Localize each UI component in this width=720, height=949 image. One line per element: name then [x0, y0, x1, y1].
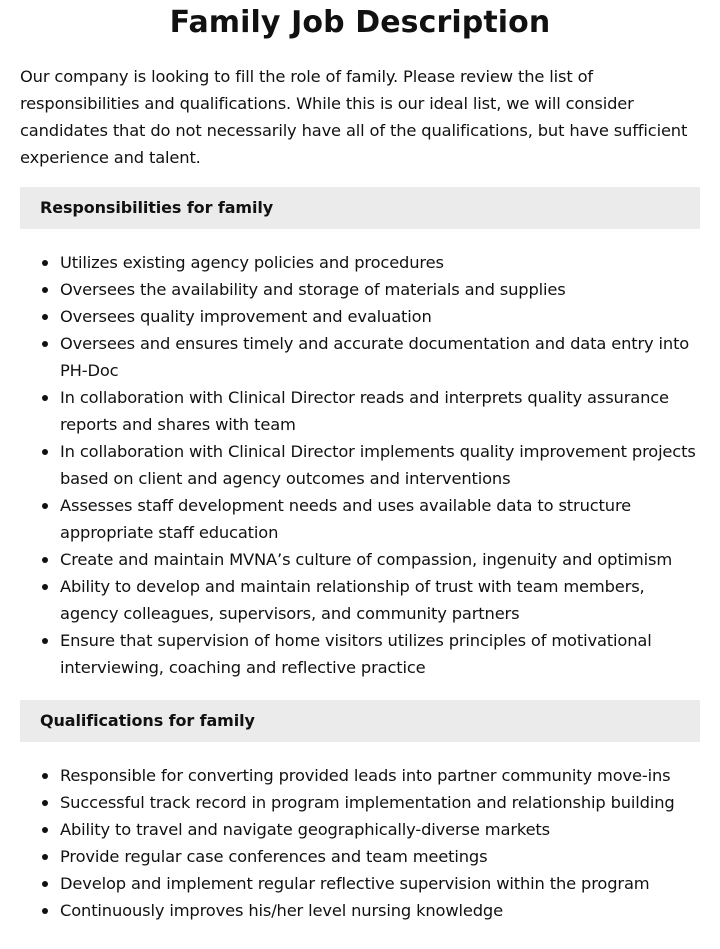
- list-item: [20, 330, 700, 384]
- bullet-icon: [42, 908, 48, 914]
- bullet-icon: [42, 881, 48, 887]
- list-item: [20, 249, 700, 276]
- qualifications-list: [20, 762, 700, 924]
- bullet-icon: [42, 584, 48, 590]
- bullet-icon: [42, 503, 48, 509]
- bullet-icon: [42, 638, 48, 644]
- bullet-icon: [42, 557, 48, 563]
- list-item-text: Ensure that supervision of home visitors utilizes principles of motivational interviewing, coaching and reflective practice: [60, 631, 652, 677]
- list-item-text: Utilizes existing agency policies and procedures: [60, 253, 444, 272]
- list-item: [20, 384, 700, 438]
- list-item-text: Responsible for converting provided leads into partner community move-ins: [60, 766, 671, 785]
- list-item-text: Develop and implement regular reflective supervision within the program: [60, 874, 650, 893]
- page-title: Family Job Description: [169, 5, 551, 40]
- responsibilities-heading: Responsibilities for family: [20, 187, 700, 229]
- list-item: [20, 627, 700, 681]
- bullet-icon: [42, 341, 48, 347]
- list-item-text: Create and maintain MVNA’s culture of compassion, ingenuity and optimism: [60, 550, 673, 569]
- list-item: [20, 276, 700, 303]
- bullet-icon: [42, 287, 48, 293]
- list-item-text: In collaboration with Clinical Director reads and interprets quality assurance reports and shares with team: [60, 388, 669, 434]
- intro-paragraph: Our company is looking to fill the role of family. Please review the list of responsibilities and qualifications. While this is our ideal list, we will consider candidates that do not necessarily have all of the qualifications, but have sufficient experience and talent.: [20, 67, 688, 167]
- bullet-icon: [42, 314, 48, 320]
- list-item: [20, 573, 700, 627]
- list-item-text: Ability to travel and navigate geographically-diverse markets: [60, 820, 550, 839]
- list-item: [20, 843, 700, 870]
- list-item-text: Provide regular case conferences and team meetings: [60, 847, 488, 866]
- bullet-icon: [42, 260, 48, 266]
- list-item: [20, 870, 700, 897]
- list-item-text: Successful track record in program implementation and relationship building: [60, 793, 675, 812]
- list-item: [20, 438, 700, 492]
- bullet-icon: [42, 449, 48, 455]
- qualifications-heading: Qualifications for family: [20, 700, 700, 742]
- bullet-icon: [42, 854, 48, 860]
- list-item-text: Oversees the availability and storage of materials and supplies: [60, 280, 566, 299]
- list-item: [20, 492, 700, 546]
- list-item: [20, 762, 700, 789]
- bullet-icon: [42, 395, 48, 401]
- list-item-text: Oversees and ensures timely and accurate documentation and data entry into PH-Doc: [60, 334, 690, 380]
- list-item: [20, 789, 700, 816]
- responsibilities-list: [20, 249, 700, 681]
- bullet-icon: [42, 773, 48, 779]
- list-item: [20, 303, 700, 330]
- bullet-icon: [42, 827, 48, 833]
- list-item-text: Continuously improves his/her level nursing knowledge: [60, 901, 503, 920]
- bullet-icon: [42, 800, 48, 806]
- list-item-text: Oversees quality improvement and evaluation: [60, 307, 432, 326]
- list-item-text: Assesses staff development needs and uses available data to structure appropriate staff education: [60, 496, 632, 542]
- list-item-text: Ability to develop and maintain relationship of trust with team members, agency colleagues, supervisors, and community partners: [60, 577, 645, 623]
- list-item-text: In collaboration with Clinical Director implements quality improvement projects based on client and agency outcomes and interventions: [60, 442, 696, 488]
- list-item: [20, 897, 700, 924]
- list-item: [20, 816, 700, 843]
- list-item: [20, 546, 700, 573]
